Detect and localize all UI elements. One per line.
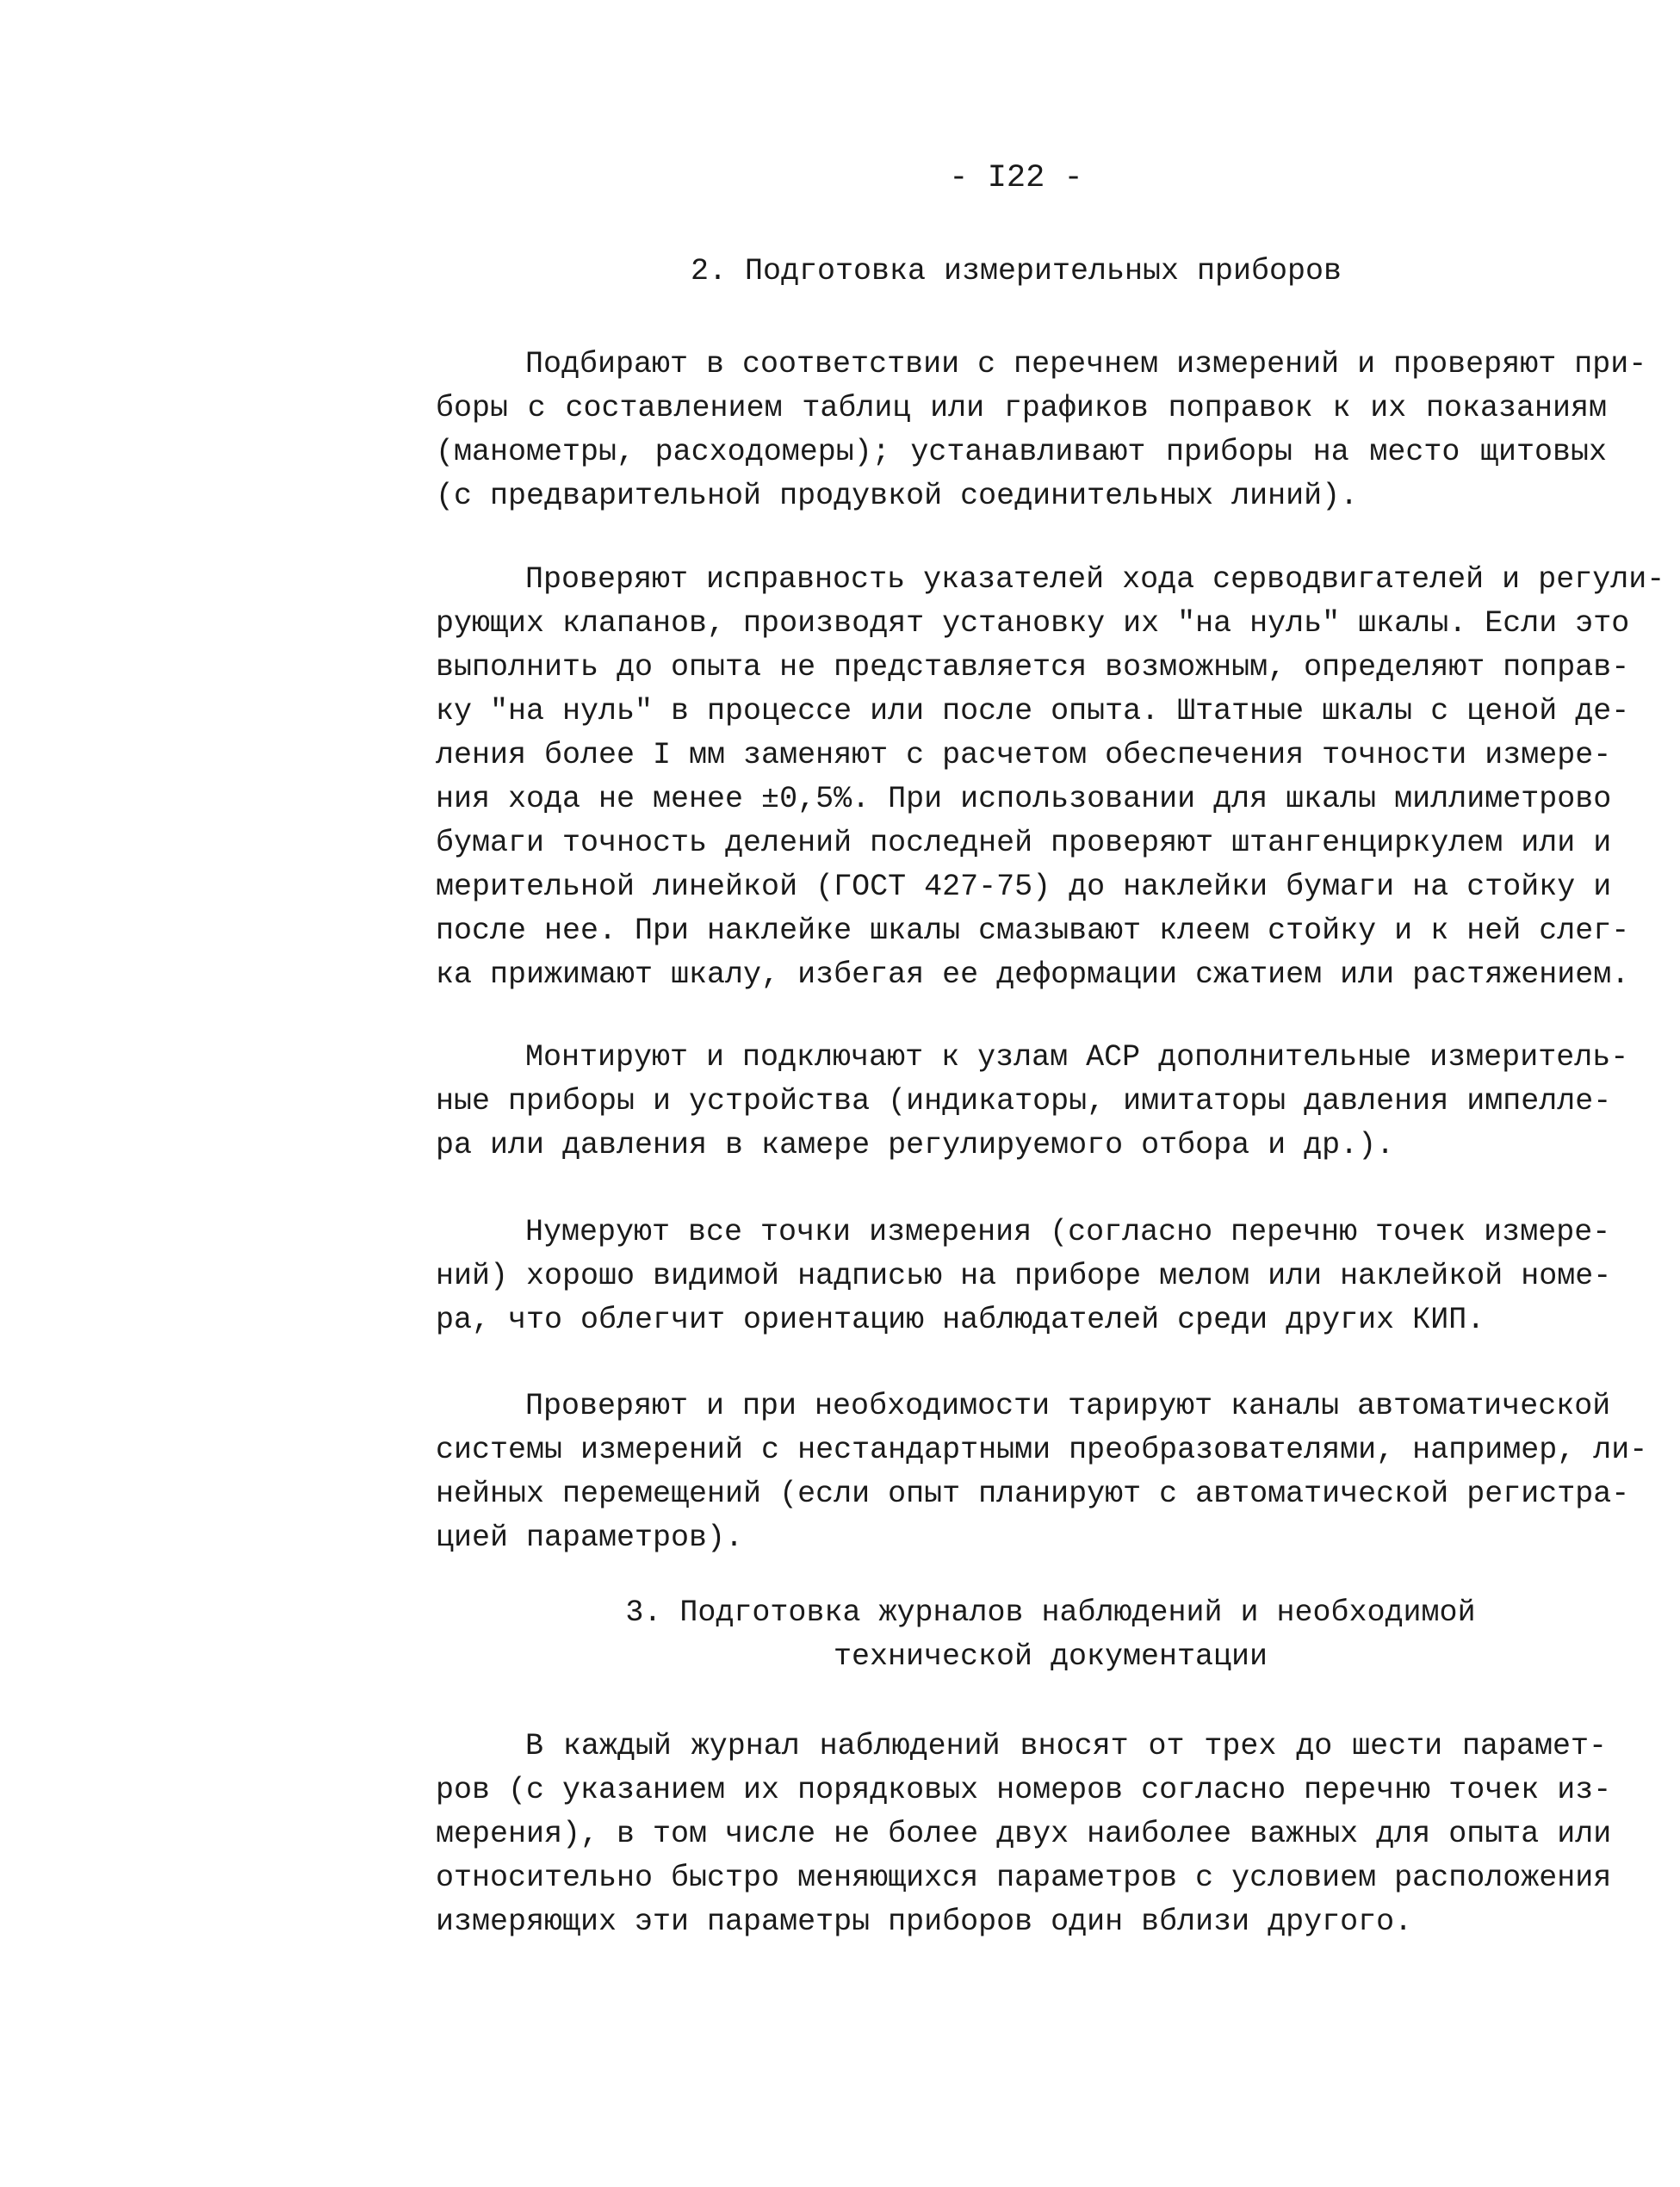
text-line: боры с составлением таблиц или графиков поправок к их показаниям: [436, 391, 1607, 425]
text-line: после нее. При наклейке шкалы смазывают клеем стойку и к ней слег-: [436, 914, 1630, 948]
paragraph-journals: [436, 1725, 1612, 1944]
text-line: ку "на нуль" в процессе или после опыта. Штатные шкалы с ценой де-: [436, 694, 1630, 728]
text-line: Подбирают в соответствии с перечнем измерений и проверяют при-: [525, 347, 1647, 381]
text-line: ра, что облегчит ориентацию наблюдателей среди других КИП.: [436, 1303, 1485, 1337]
text-line: ные приборы и устройства (индикаторы, имитаторы давления импелле-: [436, 1084, 1612, 1118]
text-line: ра или давления в камере регулируемого отбора и др.).: [436, 1128, 1395, 1162]
heading-line: 3. Подготовка журналов наблюдений и необходимой: [625, 1595, 1476, 1630]
text-line: Проверяют и при необходимости тарируют каналы автоматической: [525, 1389, 1611, 1423]
text-line: мерительной линейкой (ГОСТ 427-75) до наклейки бумаги на стойку и: [436, 870, 1612, 904]
paragraph-stroke-indicators: [436, 558, 1665, 997]
text-line: цией параметров).: [436, 1521, 744, 1555]
text-line: (манометры, расходомеры); устанавливают приборы на место щитовых: [436, 435, 1607, 469]
text-line: нейных перемещений (если опыт планируют с автоматической регистра-: [436, 1477, 1630, 1511]
text-line: ления более I мм заменяют с расчетом обеспечения точности измере-: [436, 738, 1612, 772]
paragraph-numbering-points: [436, 1211, 1612, 1342]
text-line: В каждый журнал наблюдений вносят от трех до шести парамет-: [525, 1729, 1607, 1763]
paragraph-calibration: [436, 1385, 1648, 1560]
text-line: Проверяют исправность указателей хода серводвигателей и регули-: [525, 562, 1665, 597]
text-line: рующих клапанов, производят установку их "на нуль" шкалы. Если это: [436, 606, 1630, 641]
text-line: ний) хорошо видимой надписью на приборе мелом или наклейкой номе-: [436, 1259, 1612, 1293]
section-3-heading: [620, 1591, 1481, 1679]
paragraph-instruments-selection: [436, 343, 1647, 518]
text-line: относительно быстро меняющихся параметров с условием расположения: [436, 1861, 1612, 1895]
paragraph-mounting-devices: [436, 1036, 1629, 1168]
text-line: системы измерений с нестандартными преобразователями, например, ли-: [436, 1433, 1648, 1467]
text-line: Монтируют и подключают к узлам АСР дополнительные измеритель-: [525, 1040, 1629, 1075]
text-line: ния хода не менее ±0,5%. При использовании для шкалы миллиметрово: [436, 782, 1612, 816]
text-line: выполнить до опыта не представляется возможным, определяют поправ-: [436, 650, 1630, 685]
text-line: ка прижимают шкалу, избегая ее деформации сжатием или растяжением.: [436, 957, 1630, 992]
text-line: Нумеруют все точки измерения (согласно перечню точек измере-: [525, 1215, 1611, 1249]
text-line: (с предварительной продувкой соединительных линий).: [436, 479, 1359, 513]
text-line: ров (с указанием их порядковых номеров согласно перечню точек из-: [436, 1773, 1612, 1807]
section-2-heading: 2. Подготовка измерительных приборов: [690, 254, 1342, 288]
text-line: измеряющих эти параметры приборов один вблизи другого.: [436, 1905, 1413, 1939]
page-number: - I22 -: [949, 160, 1083, 196]
text-line: бумаги точность делений последней проверяют штангенциркулем или и: [436, 826, 1612, 860]
heading-line: технической документации: [833, 1639, 1268, 1674]
text-line: мерения), в том числе не более двух наиболее важных для опыта или: [436, 1817, 1612, 1851]
